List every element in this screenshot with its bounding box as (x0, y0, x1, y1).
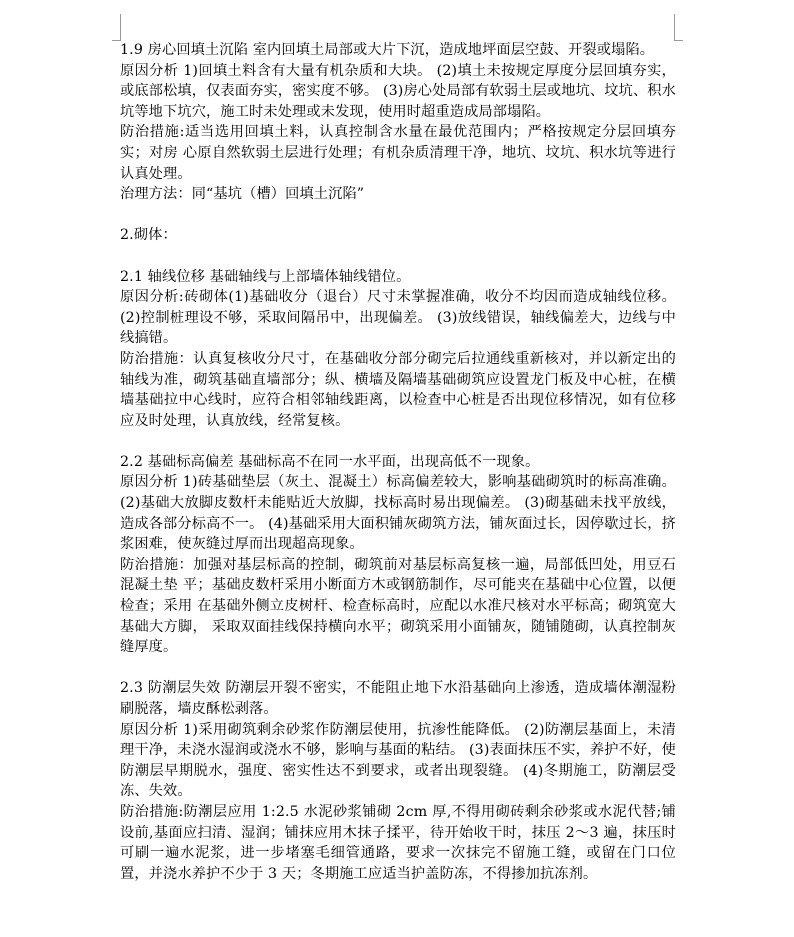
crop-mark-top-right (674, 14, 683, 41)
blank-line (120, 431, 676, 452)
paragraph: 治理方法：同“基坑（槽）回填土沉陷” (120, 186, 365, 203)
paragraph: 2.3 防潮层失效 防潮层开裂不密实，不能阻止地下水沿基础向上渗透，造成墙体潮湿粉刷脱落，墙皮酥松剥落。 (120, 680, 676, 717)
paragraph: 原因分析 1)采用砌筑剩余砂浆作防潮层使用，抗渗性能降低。 (2)防潮层基面上，未清理干净，未浇水湿润或浇水不够，影响与基面的粘结。 (3)表面抹压不实，养护不好，使防潮层早期脱水，强度、密实性达不到要求，或者出现裂缝。 (4)冬期施工，防潮层受冻、失效。 (120, 721, 676, 800)
paragraph: 防治措施:适当选用回填土料，认真控制含水量在最优范围内；严格按规定分层回填夯实；对房 心原自然软弱土层进行处理；有机杂质清理干净，地坑、坟坑、积水坑等进行认真处理。 (120, 124, 676, 182)
paragraph: 原因分析:砖砌体(1)基础收分（退台）尺寸未掌握准确，收分不均因而造成轴线位移。 (2)控制桩理设不够，采取间隔吊中，出现偏差。 (3)放线错误，轴线偏差大，边线与中线搞错。 (120, 289, 676, 347)
paragraph: 防治措施：加强对基层标高的控制，砌筑前对基层标高复核一遍，局部低凹处，用豆石混凝土垫 平；基础皮数杆采用小断面方木或钢筋制作，尽可能夹在基础中心位置，以便检查；采用 在基础外侧立皮树杆、检查标高时，应配以水准尺核对水平标高；砌筑宽大基础大方脚， 采取双面挂线保持横向水平；砌筑采用小面铺灰，随铺随砌，认真控制灰缝厚度。 (120, 556, 676, 656)
paragraph: 防治措施：认真复核收分尺寸，在基础收分部分砌完后拉通线重新核对，并以新定出的轴线为准，砌筑基础直墙部分；纵、横墙及隔墙基础砌筑应设置龙门板及中心桩，在横墙基础拉中心线时，应符合相邻轴线距离，以检查中心桩是否出现位移情况，如有位移应及时处理，认真放线，经常复核。 (120, 350, 676, 429)
blank-line (120, 205, 676, 226)
document-body (120, 40, 676, 884)
paragraph: 2.砌体： (120, 227, 177, 244)
blank-line (120, 658, 676, 679)
paragraph: 原因分析 1)砖基础垫层（灰土、混凝土）标高偏差较大，影响基础砌筑时的标高准确。 (2)基础大放脚皮数杆未能贴近大放脚，找标高时易出现偏差。 (3)砌基础未找平放线，造成各部分标高不一。 (4)基础采用大面积铺灰砌筑方法，铺灰面过长，因停歇过长，挤浆困难，使灰缝过厚而出现超高现象。 (120, 474, 676, 553)
paragraph: 2.2 基础标高偏差 基础标高不在同一水平面，出现高低不一现象。 (120, 453, 540, 470)
paragraph: 防治措施:防潮层应用 1:2.5 水泥砂浆铺砌 2cm 厚,不得用砌砖剩余砂浆或水泥代替;铺设前,基面应扫清、湿润；铺抹应用木抹子揉平，待开始收干时，抹压 2～3 遍，抹压时可刷一遍水泥浆，进一步堵塞毛细管通路，要求一次抹完不留施工缝，或留在门口位置，并浇水养护不少于 3 天；冬期施工应适当护盖防冻，不得掺加抗冻剂。 (120, 803, 676, 882)
crop-mark-top-left (112, 14, 121, 41)
paragraph: 2.1 轴线位移 基础轴线与上部墙体轴线错位。 (120, 268, 411, 285)
paragraph: 原因分析 1)回填土料含有大量有机杂质和大块。 (2)填土未按规定厚度分层回填夯实，或底部松填，仅表面夯实，密实度不够。 (3)房心处局部有软弱土层或地坑、坟坑、积水坑等地下坑穴，施工时未处理或未发现，使用时超重造成局部塌陷。 (120, 62, 676, 120)
blank-line (120, 246, 676, 267)
paragraph: 1.9 房心回填土沉陷 室内回填土局部或大片下沉，造成地坪面层空鼓、开裂或塌陷。 (120, 42, 655, 58)
